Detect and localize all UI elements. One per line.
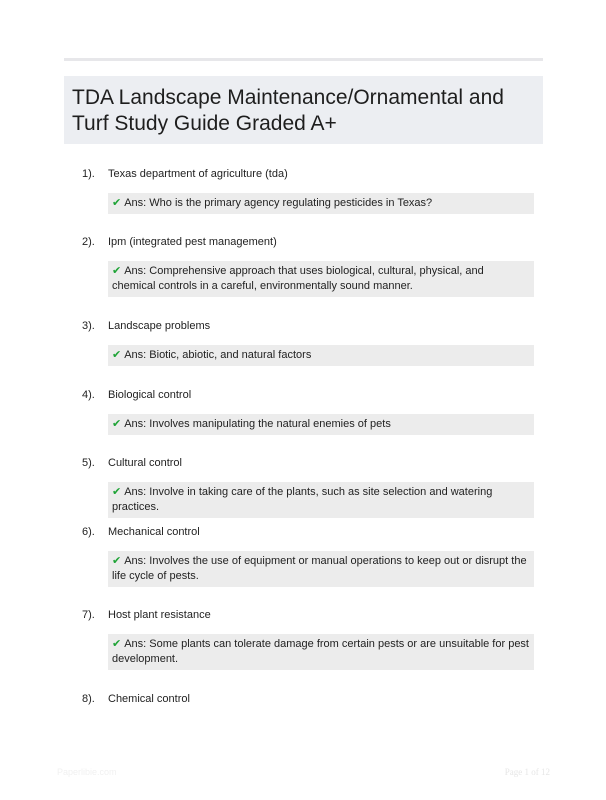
title-banner xyxy=(64,76,543,144)
check-icon: ✔ xyxy=(112,197,122,209)
check-icon: ✔ xyxy=(112,638,122,650)
page-title: TDA Landscape Maintenance/Ornamental and Turf Study Guide Graded A+ xyxy=(72,86,504,135)
answer-text: Ans: Some plants can tolerate damage from certain pests or are unsuitable for pest development. xyxy=(112,638,529,665)
answer-text: Ans: Biotic, abiotic, and natural factors xyxy=(124,349,312,361)
question-text: Texas department of agriculture (tda) xyxy=(108,168,288,180)
footer-watermark: Paperlibie.com xyxy=(57,767,117,777)
answer-box xyxy=(108,414,534,435)
answer-text: Ans: Who is the primary agency regulating pesticides in Texas? xyxy=(124,197,433,209)
question-text: Cultural control xyxy=(108,457,182,469)
question-number: 6). xyxy=(82,526,95,538)
question-text: Host plant resistance xyxy=(108,609,211,621)
page-number: Page 1 of 12 xyxy=(504,767,550,777)
question-number: 4). xyxy=(82,389,95,401)
question-number: 5). xyxy=(82,457,95,469)
check-icon: ✔ xyxy=(112,486,122,498)
question-number: 7). xyxy=(82,609,95,621)
question-text: Mechanical control xyxy=(108,526,200,538)
answer-box xyxy=(108,261,534,297)
question-text: Landscape problems xyxy=(108,320,211,332)
question-text: Chemical control xyxy=(108,693,190,705)
question-number: 1). xyxy=(82,168,95,180)
check-icon: ✔ xyxy=(112,265,122,277)
check-icon: ✔ xyxy=(112,349,122,361)
answer-box xyxy=(108,193,534,214)
answer-text: Ans: Involve in taking care of the plants, such as site selection and watering practices. xyxy=(112,486,493,513)
check-icon: ✔ xyxy=(112,555,122,567)
question-number: 8). xyxy=(82,693,95,705)
question-text: Biological control xyxy=(108,389,192,401)
answer-box xyxy=(108,482,534,518)
answer-box xyxy=(108,551,534,587)
question-number: 3). xyxy=(82,320,95,332)
question-number: 2). xyxy=(82,236,95,248)
answer-text: Ans: Comprehensive approach that uses biological, cultural, physical, and chemical controls in a careful, environmentally sound manner. xyxy=(112,265,484,292)
answer-box xyxy=(108,345,534,366)
question-text: Ipm (integrated pest management) xyxy=(108,236,277,248)
answer-text: Ans: Involves the use of equipment or manual operations to keep out or disrupt the life cycle of pests. xyxy=(112,555,527,582)
top-divider xyxy=(64,58,543,61)
answer-text: Ans: Involves manipulating the natural enemies of pets xyxy=(124,418,391,430)
answer-box xyxy=(108,634,534,670)
check-icon: ✔ xyxy=(112,418,122,430)
